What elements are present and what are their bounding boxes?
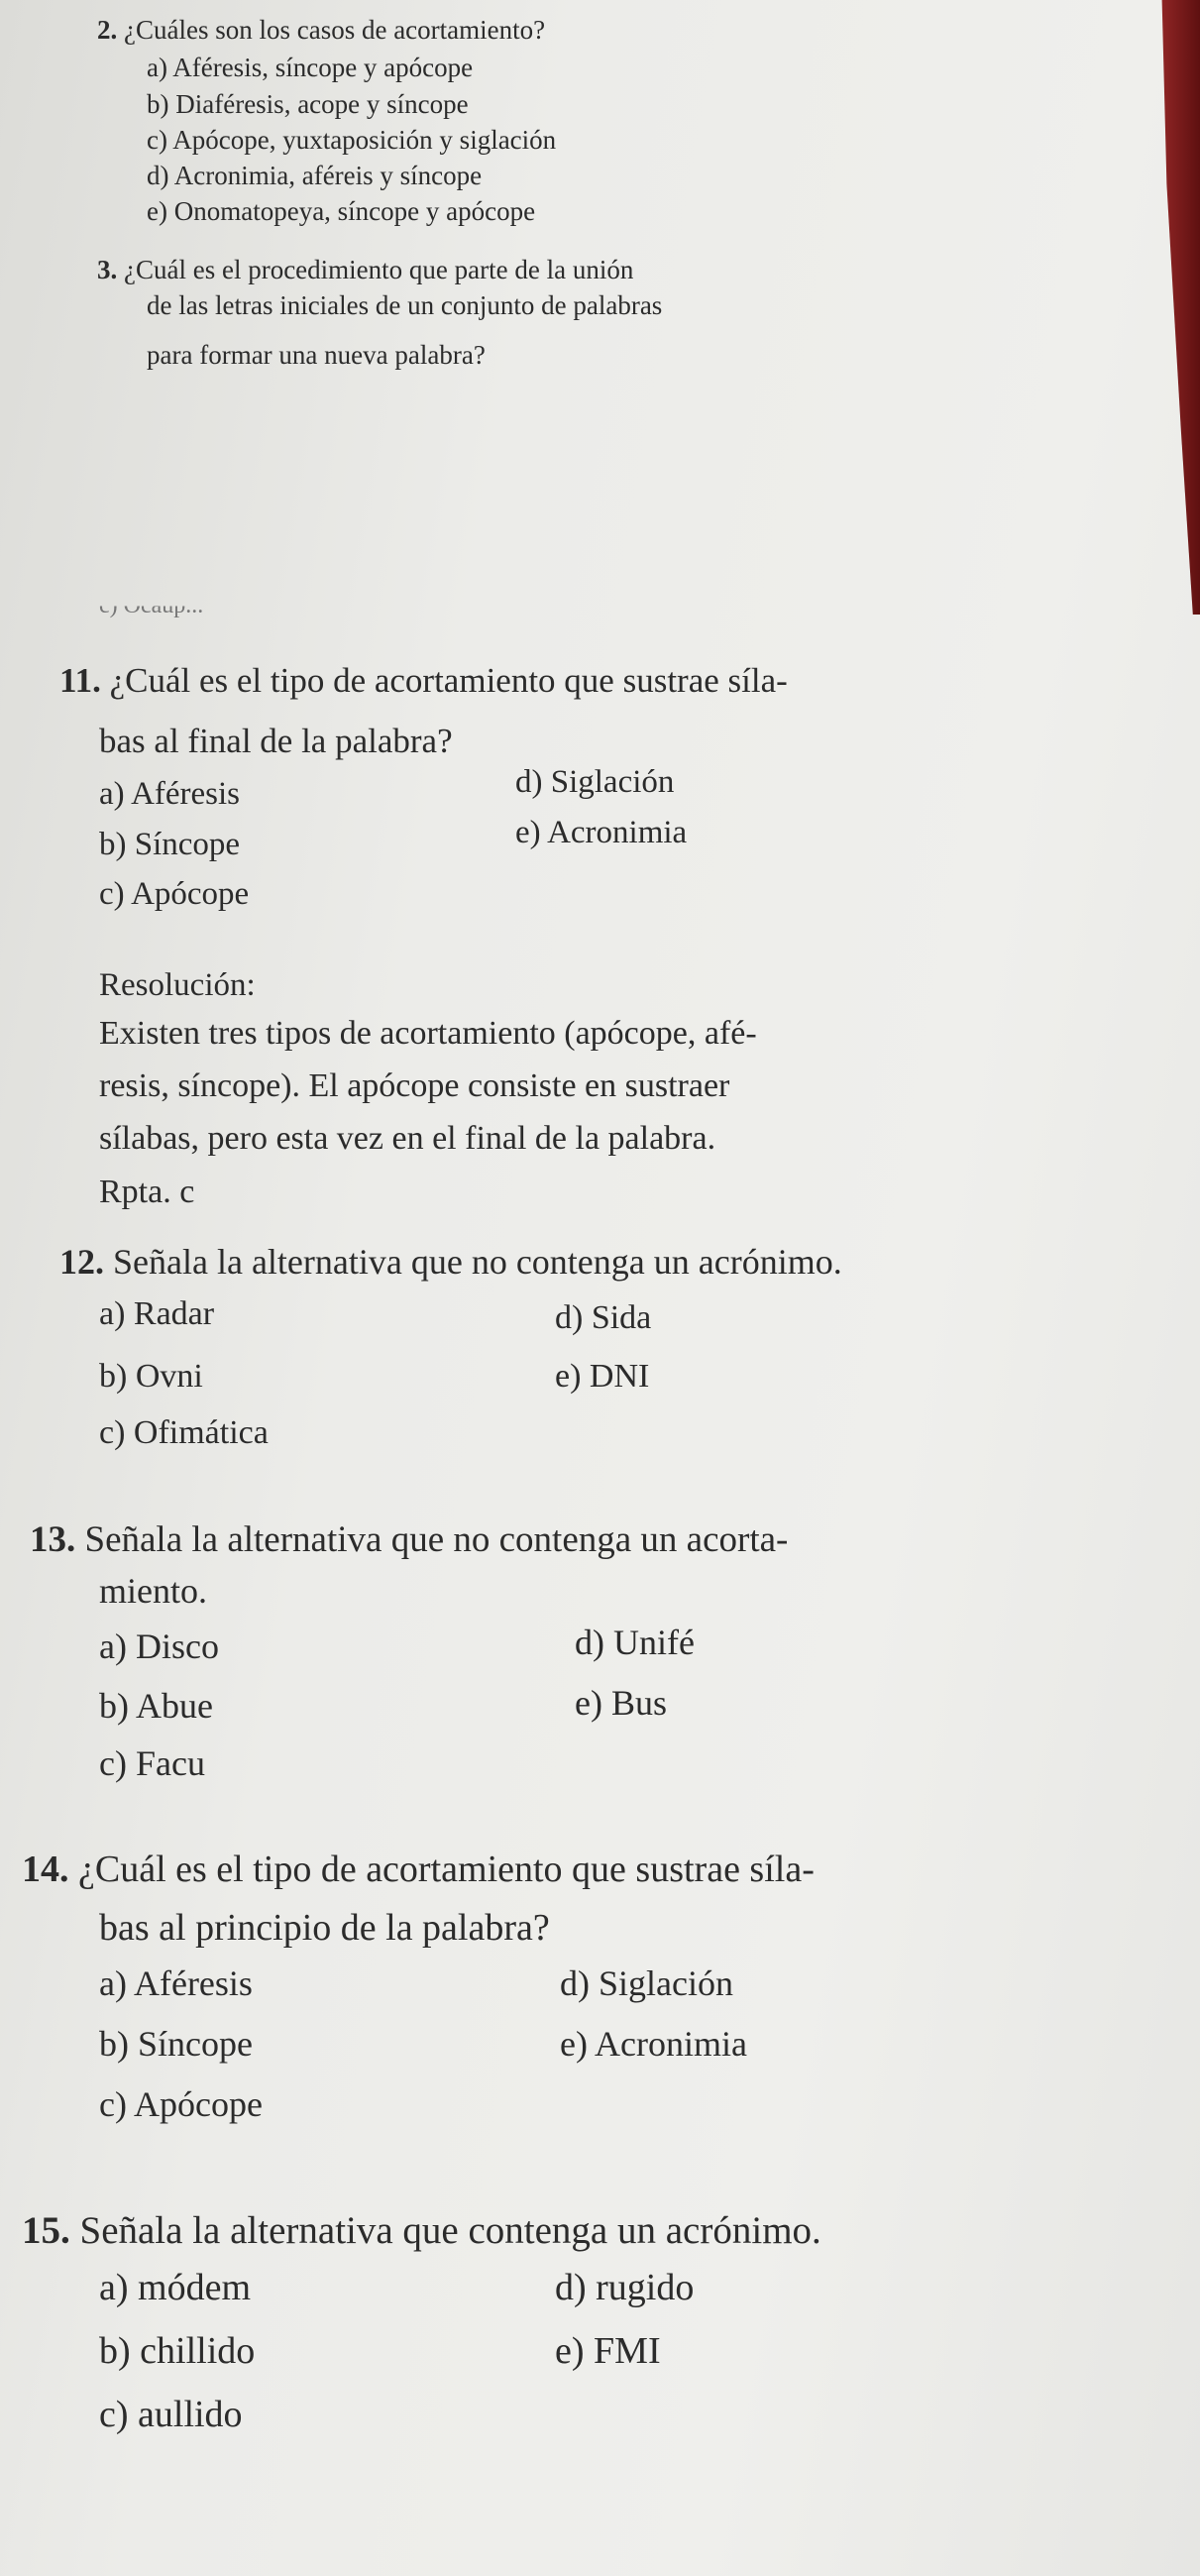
resolution-line-2: resis, síncope). El apócope consiste en sustraer <box>99 1067 730 1104</box>
question-15 <box>22 2206 821 2257</box>
question-11-option-b: b) Síncope <box>99 827 241 862</box>
question-11-option-d: d) Siglación <box>515 764 675 800</box>
question-15-text: Señala la alternativa que contenga un acrónimo. <box>79 2209 821 2252</box>
question-2 <box>97 14 545 46</box>
question-13-line-1: Señala la alternativa que no contenga un acorta- <box>84 1519 789 1560</box>
question-3-line-3: para formar una nueva palabra? <box>147 340 486 370</box>
question-11-number: 11. <box>59 661 101 700</box>
question-14-line-2: bas al principio de la palabra? <box>99 1907 550 1949</box>
question-11-option-e: e) Acronimia <box>515 815 688 850</box>
question-2-text: ¿Cuáles son los casos de acortamiento? <box>124 15 546 45</box>
question-3 <box>97 254 633 285</box>
resolution-title: Resolución: <box>99 967 256 1003</box>
question-2-option-c: c) Apócope, yuxtaposición y siglación <box>147 125 557 155</box>
question-12-option-a: a) Radar <box>99 1295 215 1332</box>
question-15-number: 15. <box>22 2209 70 2252</box>
question-3-line-2: de las letras iniciales de un conjunto de palabras <box>147 290 663 320</box>
question-12-option-c: c) Ofimática <box>99 1414 269 1451</box>
question-13 <box>30 1516 788 1564</box>
question-11-option-a: a) Aféresis <box>99 776 241 812</box>
question-14 <box>22 1846 815 1894</box>
question-13-number: 13. <box>30 1519 76 1560</box>
question-13-option-a: a) Disco <box>99 1626 219 1666</box>
question-13-option-e: e) Bus <box>575 1683 667 1723</box>
question-13-option-d: d) Unifé <box>575 1623 695 1662</box>
question-12-text: Señala la alternativa que no contenga un acrónimo. <box>113 1242 842 1282</box>
question-14-option-d: d) Siglación <box>560 1963 733 2003</box>
question-12-option-d: d) Sida <box>555 1299 652 1336</box>
question-13-option-c: c) Facu <box>99 1743 205 1783</box>
question-14-option-e: e) Acronimia <box>560 2024 747 2064</box>
question-2-option-d: d) Acronimia, aféreis y síncope <box>147 161 483 190</box>
question-12-option-e: e) DNI <box>555 1358 650 1395</box>
question-14-option-a: a) Aféresis <box>99 1963 253 2003</box>
question-15-option-a: a) módem <box>99 2267 252 2308</box>
question-14-number: 14. <box>22 1848 69 1890</box>
question-12-option-b: b) Ovni <box>99 1358 203 1395</box>
question-2-option-e: e) Onomatopeya, síncope y apócope <box>147 196 536 226</box>
resolution-line-1: Existen tres tipos de acortamiento (apócope, afé- <box>99 1015 757 1052</box>
question-13-option-b: b) Abue <box>99 1686 213 1726</box>
question-3-number: 3. <box>97 255 118 284</box>
question-15-option-c: c) aullido <box>99 2394 243 2435</box>
question-15-option-b: b) chillido <box>99 2330 256 2372</box>
resolution-line-3: sílabas, pero esta vez en el final de la palabra. <box>99 1120 716 1157</box>
question-11-line-2: bas al final de la palabra? <box>99 722 453 760</box>
resolution-answer: Rpta. c <box>99 1174 195 1210</box>
question-11-line-1: ¿Cuál es el tipo de acortamiento que sustrae síla- <box>109 661 788 700</box>
question-13-line-2: miento. <box>99 1571 207 1611</box>
question-15-option-d: d) rugido <box>555 2267 695 2308</box>
question-11-option-c: c) Apócope <box>99 876 250 912</box>
question-2-option-b: b) Diaféresis, acope y síncope <box>147 89 469 119</box>
question-14-line-1: ¿Cuál es el tipo de acortamiento que sustrae síla- <box>78 1848 815 1890</box>
question-11 <box>59 658 788 704</box>
question-3-line-1: ¿Cuál es el procedimiento que parte de la unión <box>124 255 634 284</box>
question-2-number: 2. <box>97 15 118 45</box>
question-2-option-a: a) Aféresis, síncope y apócope <box>147 53 474 82</box>
question-15-option-e: e) FMI <box>555 2330 661 2372</box>
question-12 <box>59 1239 842 1286</box>
question-12-number: 12. <box>59 1242 104 1282</box>
question-14-option-c: c) Apócope <box>99 2084 263 2124</box>
question-14-option-b: b) Síncope <box>99 2024 253 2064</box>
